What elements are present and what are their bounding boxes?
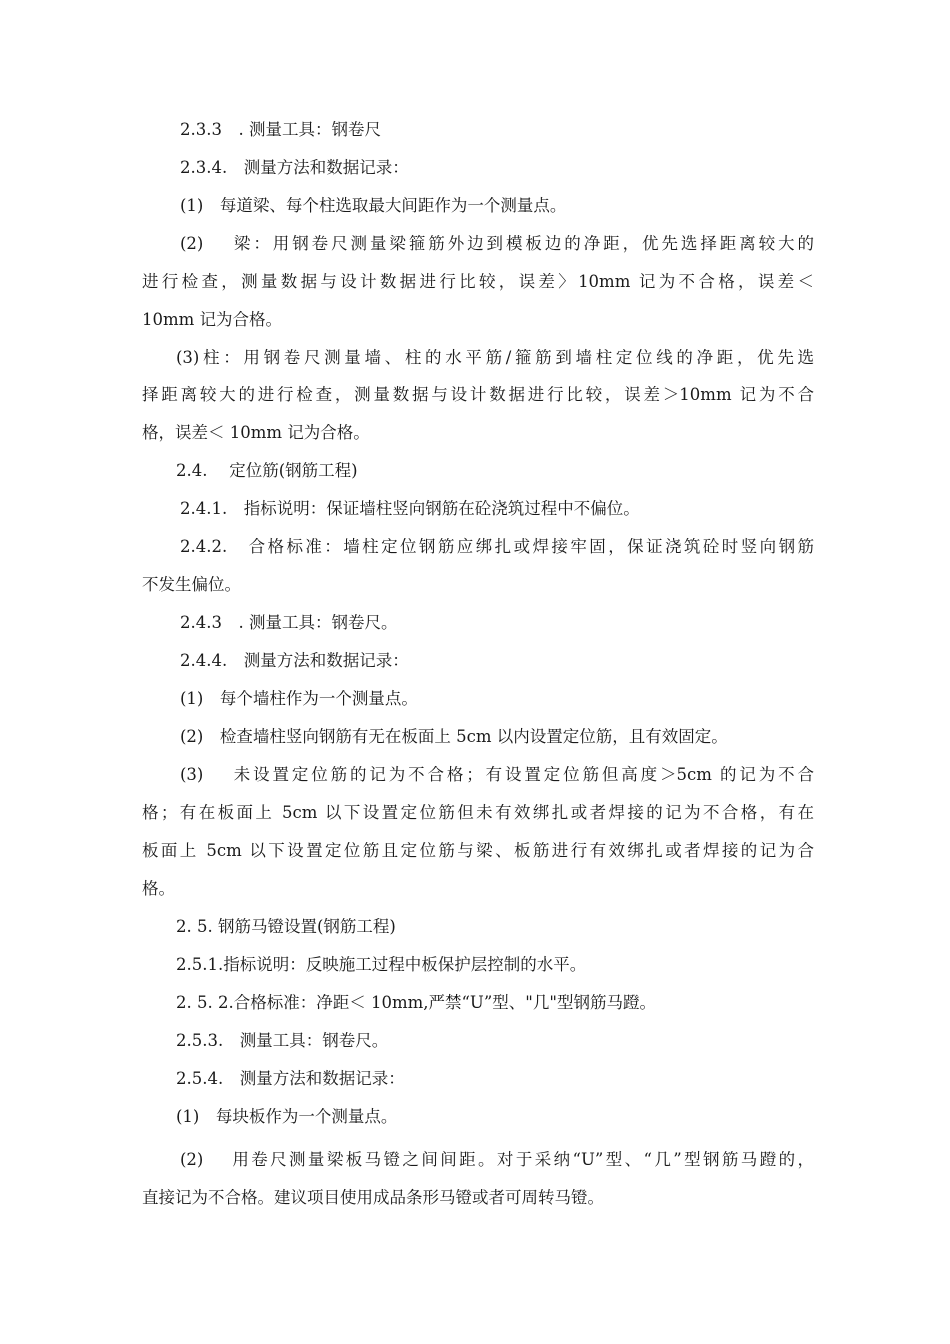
text-line: 格。 [142,879,175,898]
text-line: 2.4.1. 指标说明：保证墙柱竖向钢筋在砼浇筑过程中不偏位。 [180,499,640,518]
text-line: 格；有在板面上 5cm 以下设置定位筋但未有效绑扎或者焊接的记为不合格，有在 [142,803,814,822]
text-line: 2.3.3 . 测量工具：钢卷尺 [180,120,381,139]
text-line: 择距离较大的进行检查，测量数据与设计数据进行比较，误差＞10mm 记为不合 [142,385,814,404]
text-line: 2.3.4. 测量方法和数据记录： [180,158,409,177]
text-line: (3) 未设置定位筋的记为不合格；有设置定位筋但高度＞5cm 的记为不合 [180,765,814,784]
text-line: 2. 5. 2.合格标准：净距＜ 10mm,严禁“U”型、"几"型钢筋马蹬。 [176,993,656,1012]
text-line: 2.4.4. 测量方法和数据记录： [180,651,409,670]
text-line: (2) 梁：用钢卷尺测量梁箍筋外边到模板边的净距，优先选择距离较大的 [180,234,814,253]
text-line: (2) 用卷尺测量梁板马镫之间间距。对于采纳“U”型、“几”型钢筋马蹬的， [180,1150,814,1169]
text-line: 进行检查，测量数据与设计数据进行比较，误差〉10mm 记为不合格，误差＜ [142,272,814,291]
section-heading: 2. 5. 钢筋马镫设置(钢筋工程) [176,917,396,936]
text-line: 2.5.4. 测量方法和数据记录： [176,1069,405,1088]
text-line: (1) 每道梁、每个柱选取最大间距作为一个测量点。 [180,196,567,215]
text-line: (1) 每块板作为一个测量点。 [176,1107,398,1126]
text-line: 2.4.3 . 测量工具：钢卷尺。 [180,613,398,632]
text-line: (3)柱：用钢卷尺测量墙、柱的水平筋/箍筋到墙柱定位线的净距，优先选 [176,348,814,367]
text-line: 板面上 5cm 以下设置定位筋且定位筋与梁、板筋进行有效绑扎或者焊接的记为合 [142,841,814,860]
text-line: 2.5.1.指标说明：反映施工过程中板保护层控制的水平。 [176,955,587,974]
text-line: 2.5.3. 测量工具：钢卷尺。 [176,1031,389,1050]
text-line: 格，误差＜ 10mm 记为合格。 [142,423,370,442]
text-line: (1) 每个墙柱作为一个测量点。 [180,689,418,708]
text-line: 直接记为不合格。建议项目使用成品条形马镫或者可周转马镫。 [142,1188,604,1207]
text-line: 不发生偏位。 [142,575,241,594]
text-line: (2) 检查墙柱竖向钢筋有无在板面上 5cm 以内设置定位筋，且有效固定。 [180,727,728,746]
text-line: 10mm 记为合格。 [142,310,283,329]
section-heading: 2.4. 定位筋(钢筋工程) [176,461,358,480]
text-line: 2.4.2. 合格标准：墙柱定位钢筋应绑扎或焊接牢固，保证浇筑砼时竖向钢筋 [180,537,814,556]
